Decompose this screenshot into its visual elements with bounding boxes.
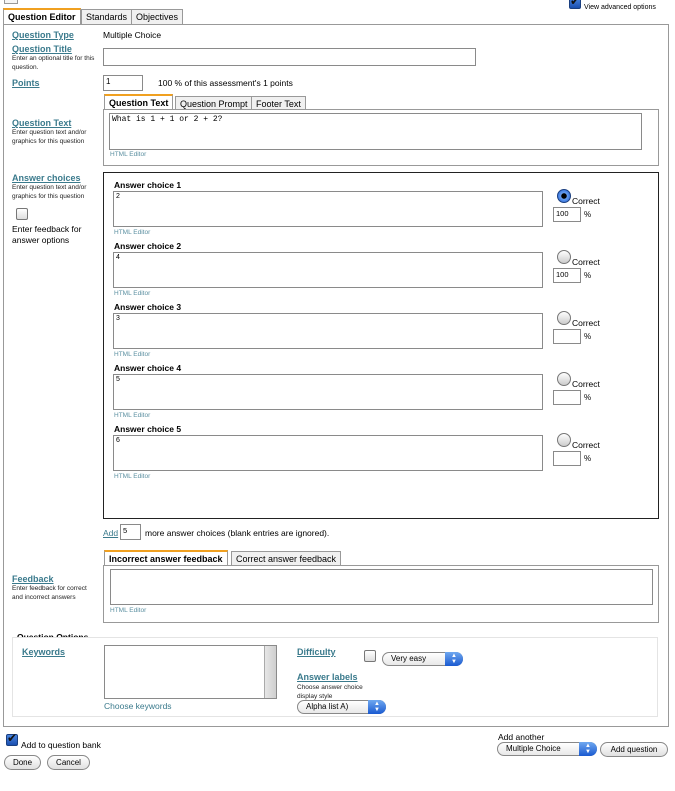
choose-keywords-link[interactable]: Choose keywords bbox=[104, 701, 172, 711]
correct-label: Correct bbox=[572, 257, 600, 267]
tab-standards[interactable]: Standards bbox=[81, 9, 132, 25]
correct-radio[interactable] bbox=[557, 433, 571, 447]
answer-choice-title: Answer choice 2 bbox=[114, 241, 182, 251]
answer-choice-html-editor[interactable]: HTML Editor bbox=[114, 473, 151, 480]
add-another-type-select[interactable] bbox=[497, 742, 597, 756]
answer-choice-title: Answer choice 1 bbox=[114, 180, 182, 190]
tab-question-prompt[interactable]: Question Prompt bbox=[175, 96, 253, 112]
add-to-bank-label: Add to question bank bbox=[21, 740, 101, 750]
cancel-button[interactable]: Cancel bbox=[47, 755, 90, 770]
feedback-html-editor[interactable]: HTML Editor bbox=[110, 607, 147, 614]
done-button[interactable]: Done bbox=[4, 755, 41, 770]
percent-sign: % bbox=[584, 393, 592, 402]
difficulty-label[interactable]: Difficulty bbox=[297, 647, 336, 657]
correct-radio[interactable] bbox=[557, 311, 571, 325]
tab-footer-text[interactable]: Footer Text bbox=[251, 96, 306, 112]
add-another-label: Add another bbox=[498, 732, 545, 742]
points-note: 100 % of this assessment's 1 points bbox=[158, 78, 293, 88]
answer-feedback-option: Enter feedback for answer options bbox=[12, 224, 82, 245]
answer-choice-html-editor[interactable]: HTML Editor bbox=[114, 351, 151, 358]
view-advanced-checkbox[interactable] bbox=[569, 0, 581, 9]
answer-labels-select[interactable] bbox=[297, 700, 386, 714]
percent-input[interactable] bbox=[553, 390, 581, 405]
percent-input[interactable]: 100 bbox=[553, 268, 581, 283]
correct-label: Correct bbox=[572, 318, 600, 328]
answer-choice-html-editor[interactable]: HTML Editor bbox=[114, 229, 151, 236]
question-type-value: Multiple Choice bbox=[103, 30, 162, 40]
answer-choice-title: Answer choice 3 bbox=[114, 302, 182, 312]
tab-incorrect-feedback[interactable]: Incorrect answer feedback bbox=[104, 550, 228, 566]
answer-labels-value: Alpha list A) bbox=[306, 702, 349, 711]
feedback-help: Enter feedback for correct and incorrect answers bbox=[12, 585, 87, 601]
correct-label: Correct bbox=[572, 196, 600, 206]
tab-question-text[interactable]: Question Text bbox=[104, 94, 173, 110]
answer-choice-title: Answer choice 4 bbox=[114, 363, 182, 373]
question-title-help: Enter an optional title for this question. bbox=[12, 55, 95, 71]
add-question-button[interactable]: Add question bbox=[600, 742, 668, 757]
correct-label: Correct bbox=[572, 379, 600, 389]
question-type-label[interactable]: Question Type bbox=[12, 30, 74, 40]
correct-radio[interactable] bbox=[557, 189, 571, 203]
answer-choice-input[interactable]: 2 bbox=[113, 191, 543, 227]
answer-choice-html-editor[interactable]: HTML Editor bbox=[114, 290, 151, 297]
keywords-scrollbar[interactable] bbox=[264, 646, 276, 698]
select-arrows-icon: ▲ ▼ bbox=[445, 652, 463, 666]
answer-choices-label[interactable]: Answer choices bbox=[12, 173, 81, 183]
answer-choice-input[interactable]: 3 bbox=[113, 313, 543, 349]
percent-input[interactable] bbox=[553, 451, 581, 466]
answer-feedback-checkbox[interactable] bbox=[16, 208, 28, 220]
keywords-label[interactable]: Keywords bbox=[22, 647, 66, 657]
answer-choice-html-editor[interactable]: HTML Editor bbox=[114, 412, 151, 419]
view-advanced-label: View advanced options bbox=[584, 4, 656, 11]
percent-sign: % bbox=[584, 271, 592, 280]
question-title-label[interactable]: Question Title bbox=[12, 44, 72, 54]
keywords-listbox[interactable] bbox=[104, 645, 277, 699]
answer-choices-help: Enter question text and/or graphics for this question bbox=[12, 184, 87, 200]
correct-radio[interactable] bbox=[557, 250, 571, 264]
question-title-input[interactable] bbox=[103, 48, 476, 66]
percent-sign: % bbox=[584, 332, 592, 341]
percent-sign: % bbox=[584, 454, 592, 463]
select-arrows-icon: ▲ ▼ bbox=[368, 700, 386, 714]
answer-choice-input[interactable]: 4 bbox=[113, 252, 543, 288]
correct-label: Correct bbox=[572, 440, 600, 450]
points-label[interactable]: Points bbox=[12, 78, 40, 88]
add-more-link[interactable]: Add bbox=[103, 528, 119, 538]
percent-input[interactable]: 100 bbox=[553, 207, 581, 222]
answer-labels-label[interactable]: Answer labels bbox=[297, 672, 358, 682]
percent-input[interactable] bbox=[553, 329, 581, 344]
top-left-tab-fragment bbox=[4, 0, 18, 4]
tab-question-editor[interactable]: Question Editor bbox=[3, 8, 81, 25]
difficulty-select[interactable] bbox=[382, 652, 463, 666]
select-arrows-icon: ▲ ▼ bbox=[579, 742, 597, 756]
question-text-input[interactable]: What is 1 + 1 or 2 + 2? bbox=[109, 113, 642, 150]
difficulty-value: Very easy bbox=[391, 654, 427, 663]
percent-sign: % bbox=[584, 210, 592, 219]
question-text-label[interactable]: Question Text bbox=[12, 118, 72, 128]
tab-objectives[interactable]: Objectives bbox=[131, 9, 183, 25]
answer-choice-input[interactable]: 5 bbox=[113, 374, 543, 410]
answer-choice-title: Answer choice 5 bbox=[114, 424, 182, 434]
tab-correct-feedback[interactable]: Correct answer feedback bbox=[231, 551, 341, 567]
add-more-count-input[interactable]: 5 bbox=[120, 524, 141, 540]
question-text-html-editor[interactable]: HTML Editor bbox=[110, 151, 147, 158]
feedback-input[interactable] bbox=[110, 569, 653, 605]
question-text-help: Enter question text and/or graphics for this question bbox=[12, 129, 87, 145]
answer-labels-help: Choose answer choice display style bbox=[297, 684, 363, 700]
feedback-label[interactable]: Feedback bbox=[12, 574, 54, 584]
difficulty-checkbox[interactable] bbox=[364, 650, 376, 662]
add-another-type-value: Multiple Choice bbox=[506, 744, 561, 753]
points-input[interactable]: 1 bbox=[103, 75, 143, 91]
answer-choice-input[interactable]: 6 bbox=[113, 435, 543, 471]
add-more-text: more answer choices (blank entries are ignored). bbox=[145, 528, 330, 538]
add-to-bank-checkbox[interactable] bbox=[6, 734, 18, 746]
correct-radio[interactable] bbox=[557, 372, 571, 386]
